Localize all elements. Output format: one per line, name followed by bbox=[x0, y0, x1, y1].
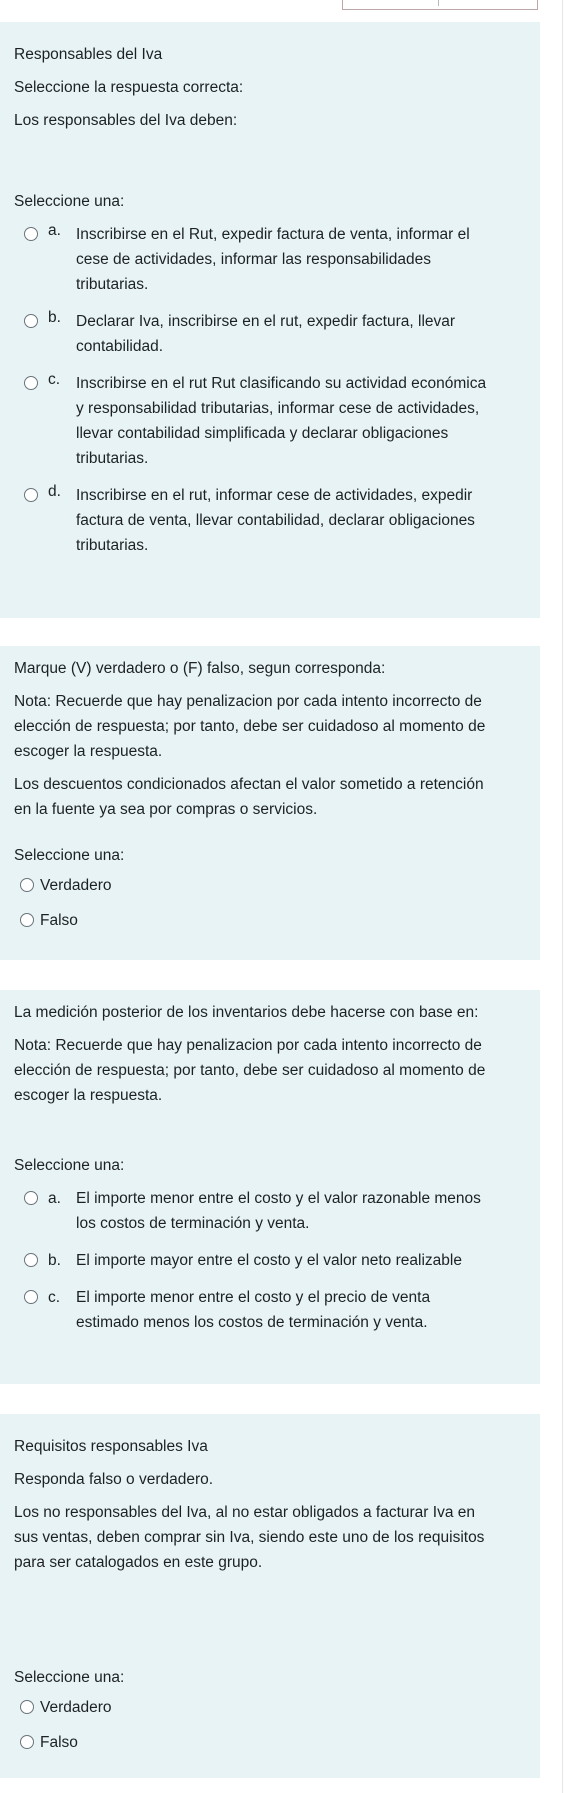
note-line: Nota: Recuerde que hay penalizacion por cada intento incorrecto de bbox=[14, 1037, 482, 1054]
prompt-line: Los descuentos condicionados afectan el valor sometido a retención bbox=[14, 776, 484, 793]
option-text-line: Declarar Iva, inscribirse en el rut, expedir factura, llevar bbox=[76, 313, 456, 330]
option-label: Falso bbox=[40, 1734, 78, 1751]
right-divider bbox=[562, 0, 563, 1793]
option-text-line: El importe mayor entre el costo y el valor neto realizable bbox=[76, 1252, 462, 1269]
question-title: Marque (V) verdadero o (F) falso, segun corresponda: bbox=[14, 660, 386, 677]
option-letter: d. bbox=[48, 483, 61, 500]
option-label: Verdadero bbox=[40, 877, 112, 894]
option-label: Verdadero bbox=[40, 1699, 112, 1716]
question-prompt bbox=[14, 772, 526, 822]
option-letter: a. bbox=[48, 222, 61, 239]
option-letter: b. bbox=[48, 1252, 61, 1269]
select-one-label: Seleccione una: bbox=[14, 193, 125, 210]
option-text-line: los costos de terminación y venta. bbox=[76, 1215, 310, 1232]
option-text-line: factura de venta, llevar contabilidad, declarar obligaciones bbox=[76, 512, 475, 529]
option-text-line: tributarias. bbox=[76, 450, 149, 467]
answer-option-false[interactable] bbox=[14, 1730, 526, 1755]
radio-button[interactable] bbox=[24, 376, 38, 390]
option-text-line: y responsabilidad tributarias, informar cese de actividades, bbox=[76, 400, 480, 417]
question-title: La medición posterior de los inventarios debe hacerse con base en: bbox=[14, 1004, 479, 1021]
question-instruction: Seleccione la respuesta correcta: bbox=[14, 79, 244, 96]
question-prompt bbox=[14, 1500, 526, 1575]
question-card-2 bbox=[0, 646, 540, 960]
question-title: Responsables del Iva bbox=[14, 46, 163, 63]
radio-button[interactable] bbox=[20, 1735, 34, 1749]
prompt-line: sus ventas, deben comprar sin Iva, siendo este uno de los requisitos bbox=[14, 1529, 485, 1546]
answer-option-d[interactable] bbox=[14, 483, 526, 558]
top-input-box bbox=[342, 0, 538, 10]
option-text-line: El importe menor entre el costo y el valor razonable menos bbox=[76, 1190, 481, 1207]
option-text-line: El importe menor entre el costo y el precio de venta bbox=[76, 1289, 431, 1306]
option-text-line: tributarias. bbox=[76, 537, 149, 554]
option-text-line: cese de actividades, informar las responsabilidades bbox=[76, 251, 431, 268]
radio-button[interactable] bbox=[20, 878, 34, 892]
question-instruction: Responda falso o verdadero. bbox=[14, 1471, 214, 1488]
note-line: escoger la respuesta. bbox=[14, 743, 163, 760]
option-text-line: tributarias. bbox=[76, 276, 149, 293]
question-prompt: Los responsables del Iva deben: bbox=[14, 112, 238, 129]
question-title: Requisitos responsables Iva bbox=[14, 1438, 208, 1455]
radio-button[interactable] bbox=[20, 1700, 34, 1714]
answer-option-b[interactable] bbox=[14, 309, 526, 359]
answer-option-c[interactable] bbox=[14, 371, 526, 471]
option-text-line: estimado menos los costos de terminación y venta. bbox=[76, 1314, 428, 1331]
answer-option-true[interactable] bbox=[14, 873, 526, 898]
answer-option-c[interactable] bbox=[14, 1285, 526, 1335]
option-label: Falso bbox=[40, 912, 78, 929]
radio-button[interactable] bbox=[20, 913, 34, 927]
select-one-label: Seleccione una: bbox=[14, 1157, 125, 1174]
answer-option-a[interactable] bbox=[14, 1186, 526, 1236]
penalty-note bbox=[14, 689, 526, 764]
select-one-label: Seleccione una: bbox=[14, 1669, 125, 1686]
note-line: escoger la respuesta. bbox=[14, 1087, 163, 1104]
penalty-note bbox=[14, 1033, 526, 1108]
radio-button[interactable] bbox=[24, 1253, 38, 1267]
option-letter: b. bbox=[48, 309, 61, 326]
radio-button[interactable] bbox=[24, 488, 38, 502]
prompt-line: para ser catalogados en este grupo. bbox=[14, 1554, 263, 1571]
option-text-line: contabilidad. bbox=[76, 338, 164, 355]
select-one-label: Seleccione una: bbox=[14, 847, 125, 864]
option-text-line: Inscribirse en el rut, informar cese de actividades, expedir bbox=[76, 487, 473, 504]
option-text-line: Inscribirse en el rut Rut clasificando su actividad económica bbox=[76, 375, 487, 392]
question-card-1 bbox=[0, 22, 540, 618]
question-card-3 bbox=[0, 990, 540, 1384]
option-letter: c. bbox=[48, 1289, 61, 1306]
radio-button[interactable] bbox=[24, 227, 38, 241]
note-line: elección de respuesta; por tanto, debe ser cuidadoso al momento de bbox=[14, 1062, 486, 1079]
radio-button[interactable] bbox=[24, 1191, 38, 1205]
answer-option-true[interactable] bbox=[14, 1695, 526, 1720]
radio-button[interactable] bbox=[24, 314, 38, 328]
answer-option-a[interactable] bbox=[14, 222, 526, 297]
option-letter: c. bbox=[48, 371, 61, 388]
prompt-line: en la fuente ya sea por compras o servicios. bbox=[14, 801, 318, 818]
option-text-line: Inscribirse en el Rut, expedir factura de venta, informar el bbox=[76, 226, 470, 243]
answer-option-b[interactable] bbox=[14, 1248, 526, 1273]
radio-button[interactable] bbox=[24, 1290, 38, 1304]
option-text-line: llevar contabilidad simplificada y declarar obligaciones bbox=[76, 425, 449, 442]
note-line: elección de respuesta; por tanto, debe ser cuidadoso al momento de bbox=[14, 718, 486, 735]
answer-option-false[interactable] bbox=[14, 908, 526, 933]
prompt-line: Los no responsables del Iva, al no estar obligados a facturar Iva en bbox=[14, 1504, 475, 1521]
question-card-4 bbox=[0, 1414, 540, 1778]
option-letter: a. bbox=[48, 1190, 61, 1207]
caret-mark bbox=[438, 0, 439, 6]
note-line: Nota: Recuerde que hay penalizacion por cada intento incorrecto de bbox=[14, 693, 482, 710]
